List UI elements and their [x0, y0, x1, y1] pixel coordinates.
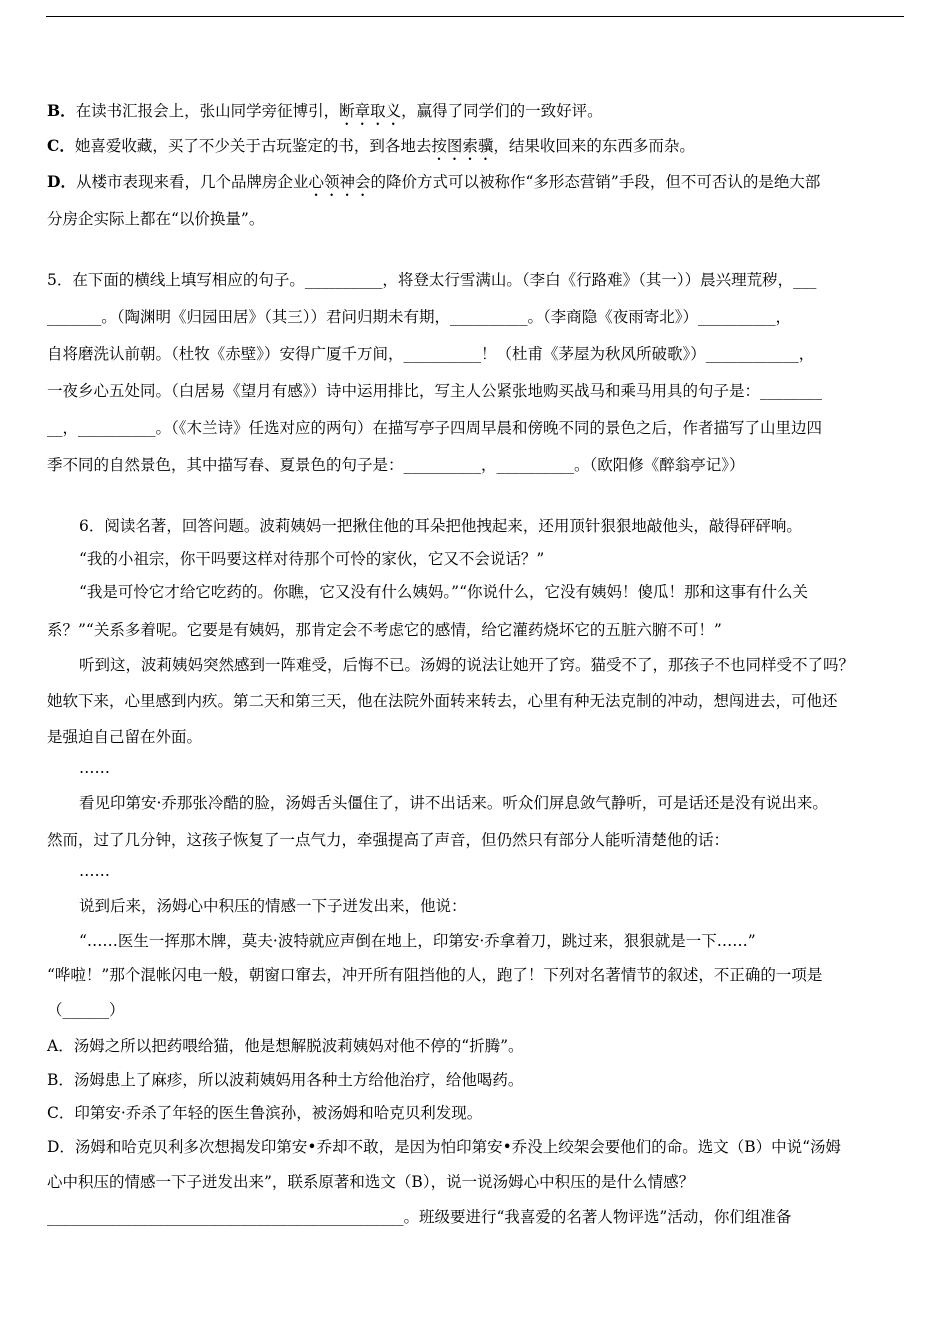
option-c-text-post: ，结果收回来的东西多而杂。 [493, 137, 695, 155]
q6-line: 然而，过了几分钟，这孩子恢复了一点气力，牵强提高了声音，但仍然只有部分人能听清楚他的话： [47, 831, 730, 849]
option-d-label: D． [47, 172, 76, 191]
option-d-idiom: 心领神会 [308, 173, 371, 191]
q6-choice-b: B．汤姆患上了麻疹，所以波莉姨妈用各种土方给他治疗，给他喝药。 [47, 1071, 524, 1089]
q6-line: 看见印第安·乔那张冷酷的脸，汤姆舌头僵住了，讲不出话来。听众们屏息敛气静听，可是话还是没有说出来。 [79, 794, 828, 812]
q6-line: 是强迫自己留在外面。 [47, 728, 203, 746]
q6-line: 说到后来，汤姆心中积压的情感一下子迸发出来，他说： [79, 897, 467, 915]
option-b-text-pre: 在读书汇报会上，张山同学旁征博引， [75, 102, 340, 120]
q6-choice-d: D．汤姆和哈克贝利多次想揭发印第安•乔却不敢，是因为怕印第安•乔没上绞架会要他们的命。选文（B）中说“汤姆 [47, 1138, 842, 1156]
option-b-idiom: 断章取义 [339, 102, 402, 120]
q6-ellipsis: …… [79, 862, 110, 880]
q5-line: _______。（陶渊明《归园田居》（其三））君问归期未有期，__________。（李商隐《夜雨寄北》）__________， [47, 308, 792, 326]
q6-line: 她软下来，心里感到内疚。第二天和第三天，他在法院外面转来转去，心里有种无法克制的冲动，想闯进去，可他还 [47, 692, 838, 710]
q5-line: __，__________。（《木兰诗》任选对应的两句）在描写亭子四周早晨和傍晚不同的景色之后，作者描写了山里边四 [47, 419, 823, 437]
q6-line: 听到这，波莉姨妈突然感到一阵难受，后悔不已。汤姆的说法让她开了窍。猫受不了，那孩子不也同样受不了吗？ [79, 656, 855, 674]
option-c-idiom: 按图索骥 [431, 137, 494, 155]
option-c-label: C． [47, 136, 75, 155]
q6-line: “……医生一挥那木牌，莫夫·波特就应声倒在地上，印第安·乔拿着刀，跳过来，狠狠就是一下……” [79, 932, 756, 950]
q5-line: 一夜乡心五处同。（白居易《望月有感》）诗中运用排比，写主人公紧张地购买战马和乘马用具的句子是：________ [47, 382, 823, 400]
q5-line: 5．在下面的横线上填写相应的句子。__________，将登太行雪满山。（李白《行路难》（其一））晨兴理荒秽，___ [47, 271, 817, 289]
q6-line: “我是可怜它才给它吃药的。你瞧，它又没有什么姨妈。”“你说什么，它没有姨妈！傻瓜！那和这事有什么关 [79, 583, 809, 601]
header-rule [46, 16, 904, 17]
option-c [47, 136, 695, 164]
q6-subquestion: 心中积压的情感一下子迸发出来”，联系原著和选文（B），说一说汤姆心中积压的是什么情感？ [47, 1173, 695, 1191]
option-d-line2: 分房企实际上都在“以价换量”。 [47, 210, 265, 228]
q5-line: 自将磨洗认前朝。（杜牧《赤壁》）安得广厦千万间，__________！（杜甫《茅屋为秋风所破歌》）____________， [47, 345, 815, 363]
option-c-text-pre: 她喜爱收藏，买了不少关于古玩鉴定的书，到各地去 [74, 137, 432, 155]
q6-answer-blank: （______） [47, 1001, 125, 1019]
option-b [47, 101, 603, 129]
q5-line: 季不同的自然景色，其中描写春、夏景色的句子是：__________，__________。（欧阳修《醉翁亭记》） [47, 456, 745, 474]
q6-line: 系？”“关系多着呢。它要是有姨妈，那肯定会不考虑它的感情，给它灌药烧坏它的五脏六腑不可！” [47, 621, 722, 639]
option-b-text-post: ，赢得了同学们的一致好评。 [401, 102, 603, 120]
option-b-label: B． [47, 101, 76, 120]
option-d [47, 172, 820, 200]
q6-line: “哗啦！”那个混帐闪电一般，朝窗口窜去，冲开所有阻挡他的人，跑了！下列对名著情节的叙述，不正确的一项是 [47, 966, 823, 984]
q6-line: 6．阅读名著，回答问题。波莉姨妈一把揪住他的耳朵把他拽起来，还用顶针狠狠地敲他头，敲得砰砰响。 [79, 517, 802, 535]
option-d-text-post: 的降价方式可以被称作“多形态营销”手段，但不可否认的是绝大部 [370, 173, 821, 191]
q6-line: “我的小祖宗，你干吗要这样对待那个可怜的家伙，它又不会说话？” [79, 550, 545, 568]
q6-choice-a: A．汤姆之所以把药喂给猫，他是想解脱波莉姨妈对他不停的“折腾”。 [47, 1037, 524, 1055]
q6-ellipsis: …… [79, 759, 110, 777]
option-d-text-pre: 从楼市表现来看，几个品牌房企业 [75, 173, 309, 191]
q6-subquestion-blank: ______________________________________________。班级要进行“我喜爱的名著人物评选”活动，你们组准备 [47, 1208, 792, 1226]
q6-choice-c: C．印第安·乔杀了年轻的医生鲁滨孙，被汤姆和哈克贝利发现。 [47, 1104, 483, 1122]
